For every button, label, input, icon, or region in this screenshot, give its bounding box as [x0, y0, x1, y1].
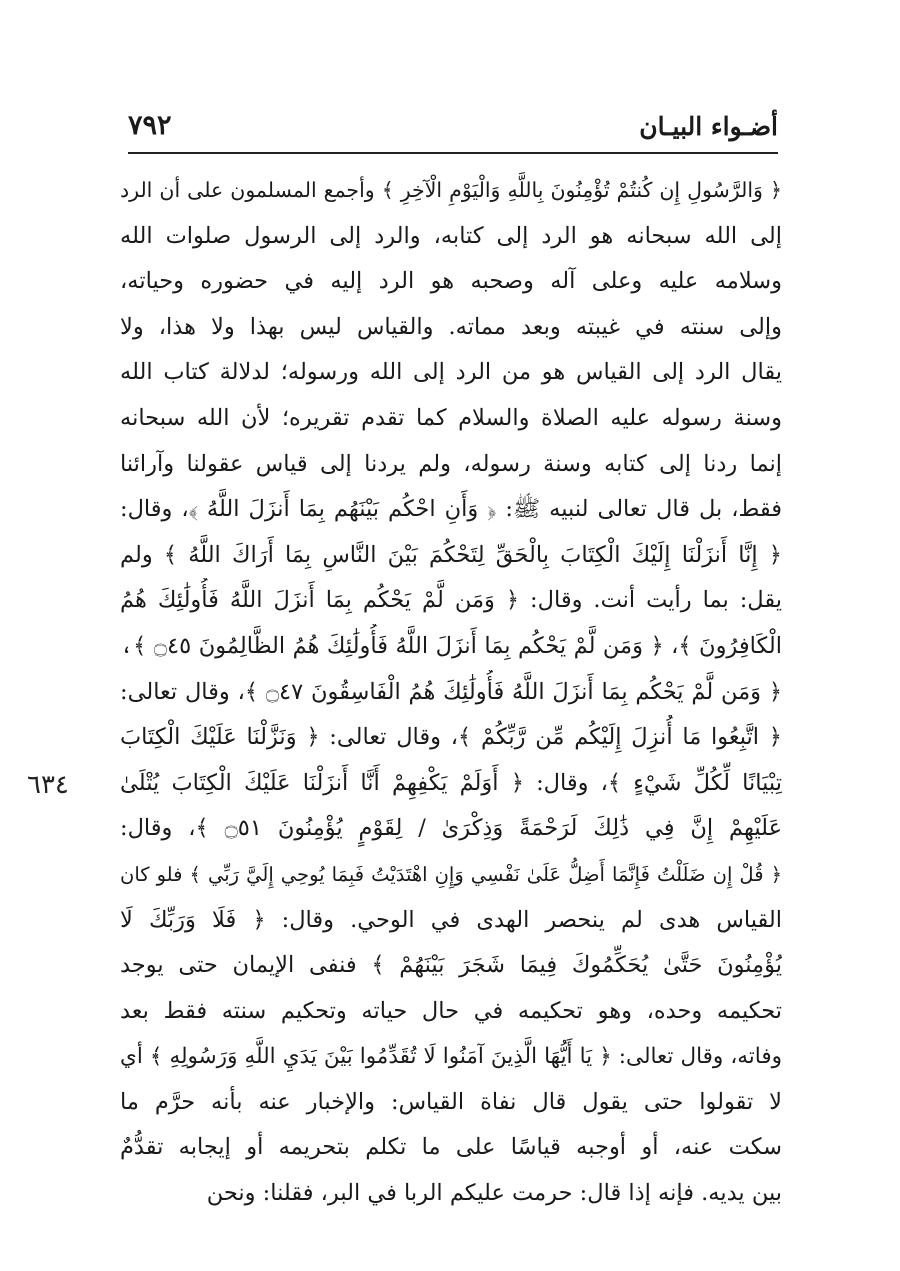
text-line: ﴿ وَالرَّسُولِ إِن كُنتُمْ تُؤْمِنُونَ بِاللَّهِ وَالْيَوْمِ الْآخِرِ ﴾ وأجمع المسلمون على أن الرد [120, 178, 782, 202]
text-line: عَلَيْهِمْ إِنَّ فِي ذَٰلِكَ لَرَحْمَةً وَذِكْرَىٰ / لِقَوْمٍ يُؤْمِنُونَ ۝٥١ ﴾، وقال: [120, 815, 782, 842]
text-line: فقط، بل قال تعالى لنبيه ﷺ: ﴿ وَأَنِ احْكُم بَيْنَهُم بِمَا أَنزَلَ اللَّهُ ﴾، وقال: [120, 496, 782, 523]
book-title: أضـواء البيـان [639, 112, 778, 141]
text-line: إنما ردنا إلى كتابه وسنة رسوله، ولم يردنا إلى قياس عقولنا وآرائنا [120, 450, 782, 477]
text-line: سكت عنه، أو أوجبه قياسًا على ما تكلم بتحريمه أو إيجابه تقدُّمٌ [120, 1134, 782, 1161]
text-line: يقال الرد إلى القياس هو من الرد إلى الله ورسوله؛ لدلالة كتاب الله [120, 359, 782, 386]
text-line: ﴿ قُلْ إِن ضَلَلْتُ فَإِنَّمَا أَضِلُّ عَلَىٰ نَفْسِي وَإِنِ اهْتَدَيْتُ فَبِمَا يُوحِي إِلَيَّ رَبِّي ﴾ فلو كان [120, 862, 782, 886]
text-line: ﴿ إِنَّا أَنزَلْنَا إِلَيْكَ الْكِتَابَ بِالْحَقِّ لِتَحْكُمَ بَيْنَ النَّاسِ بِمَا أَرَاكَ اللَّهُ ﴾ ولم [120, 541, 782, 568]
text-line: تحكيمه وحده، وهو تحكيمه في حال حياته وتحكيم سنته فقط بعد [120, 997, 782, 1024]
text-line: وسنة رسوله عليه الصلاة والسلام كما تقدم تقريره؛ لأن الله سبحانه [120, 404, 782, 431]
body-text [120, 168, 782, 1217]
text-line: إلى الله سبحانه هو الرد إلى كتابه، والرد إلى الرسول صلوات الله [120, 222, 782, 249]
text-line: تِبْيَانًا لِّكُلِّ شَيْءٍ ﴾، وقال: ﴿ أَوَلَمْ يَكْفِهِمْ أَنَّا أَنزَلْنَا عَلَيْكَ الْكِتَابَ يُتْلَىٰ [120, 769, 782, 796]
text-line: لا تقولوا حتى يقول قال نفاة القياس: والإخبار عنه بأنه حرَّم ما [120, 1088, 782, 1115]
page-number: ٧٩٢ [128, 110, 172, 141]
text-line: بين يديه. فإنه إذا قال: حرمت عليكم الربا في البر، فقلنا: ونحن [206, 1180, 782, 1207]
text-line: الْكَافِرُونَ ﴾، ﴿ وَمَن لَّمْ يَحْكُم بِمَا أَنزَلَ اللَّهُ فَأُولَٰئِكَ هُمُ الظَّالِمُونَ ۝٤٥ ﴾، [120, 632, 782, 659]
text-line: وسلامه عليه وعلى آله وصحبه هو الرد إليه في حضوره وحياته، [120, 268, 782, 295]
margin-page-number: ٦٣٤ [27, 770, 69, 800]
page-header [128, 108, 778, 154]
text-line: يقل: بما رأيت أنت. وقال: ﴿ وَمَن لَّمْ يَحْكُم بِمَا أَنزَلَ اللَّهُ فَأُولَٰئِكَ هُمُ [120, 587, 782, 614]
text-line: ﴿ اتَّبِعُوا مَا أُنزِلَ إِلَيْكُم مِّن رَّبِّكُمْ ﴾، وقال تعالى: ﴿ وَنَزَّلْنَا عَلَيْكَ الْكِتَابَ [120, 724, 782, 751]
text-line: القياس هدى لم ينحصر الهدى في الوحي. وقال: ﴿ فَلَا وَرَبِّكَ لَا [120, 906, 782, 933]
text-line: يُؤْمِنُونَ حَتَّىٰ يُحَكِّمُوكَ فِيمَا شَجَرَ بَيْنَهُمْ ﴾ فنفى الإيمان حتى يوجد [120, 952, 782, 979]
text-line: ﴿ وَمَن لَّمْ يَحْكُم بِمَا أَنزَلَ اللَّهُ فَأُولَٰئِكَ هُمُ الْفَاسِقُونَ ۝٤٧ ﴾، وقال تعالى: [120, 678, 782, 705]
text-line: وإلى سنته في غيبته وبعد مماته. والقياس ليس بهذا ولا هذا، ولا [120, 313, 782, 340]
text-line: وفاته، وقال تعالى: ﴿ يَا أَيُّهَا الَّذِينَ آمَنُوا لَا تُقَدِّمُوا بَيْنَ يَدَيِ اللَّهِ وَرَسُولِهِ ﴾ أي [120, 1044, 782, 1070]
